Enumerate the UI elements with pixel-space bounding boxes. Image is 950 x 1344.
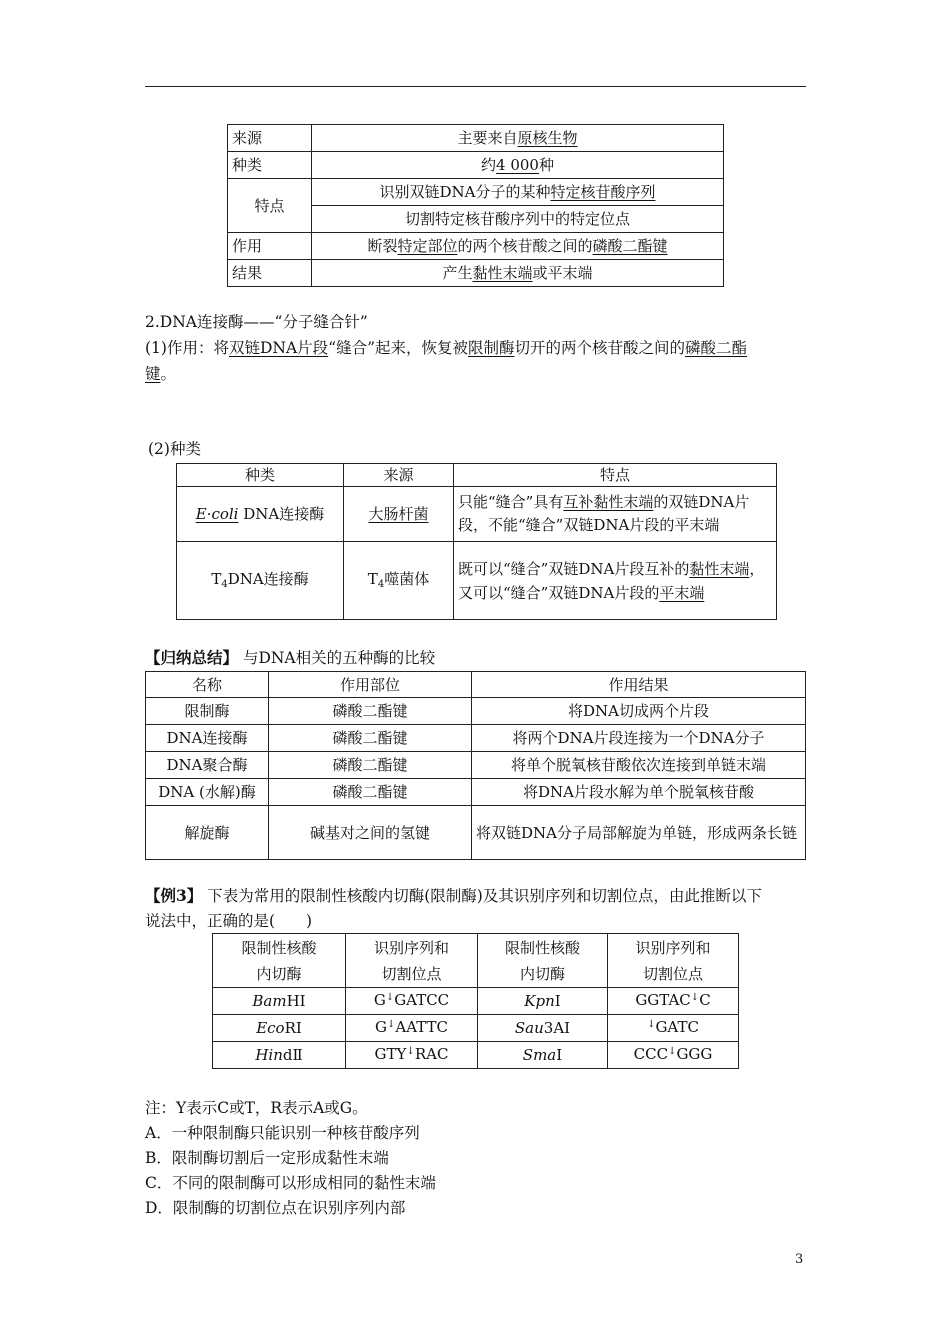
- table-row: DNA (水解)酶 磷酸二酯键 将DNA片段水解为单个脱氧核苷酸: [146, 779, 806, 806]
- option-b: B．限制酶切割后一定形成黏性末端: [145, 1149, 389, 1167]
- ligase-table: [176, 463, 777, 620]
- table-row: DNA聚合酶 磷酸二酯键 将单个脱氧核苷酸依次连接到单链末端: [146, 752, 806, 779]
- restriction-enzyme-table: [227, 124, 724, 287]
- table-row: $T_4DNA$连接酶 $T_4$噬菌体 既可以“缝合”双链DNA片段互补的黏性末端，又可以“缝合”双链DNA片段的平末端: [177, 542, 777, 620]
- paragraph-function: (1)作用：将双链DNA片段“缝合”起来，恢复被限制酶切开的两个核苷酸之间的磷酸二酯: [145, 339, 748, 357]
- table-row: 特点 识别双链DNA分子的某种特定核苷酸序列: [228, 179, 724, 206]
- table-row: EcoRⅠ G↓AATTC Sau3AⅠ ↓GATC: [213, 1015, 739, 1042]
- enzyme-comparison-table: [145, 671, 806, 860]
- page-number: 3: [795, 1252, 804, 1267]
- row-label: 来源: [228, 125, 312, 152]
- row-label: 特点: [228, 179, 312, 233]
- example-question-cont: 说法中，正确的是( ): [145, 912, 313, 930]
- table-row: BamHⅠ G↓GATCC KpnⅠ GGTAC↓C: [213, 988, 739, 1015]
- option-a: A．一种限制酶只能识别一种核苷酸序列: [145, 1124, 420, 1142]
- table-row: DNA连接酶 磷酸二酯键 将两个DNA片段连接为一个DNA分子: [146, 725, 806, 752]
- table-row: 作用 断裂特定部位的两个核苷酸之间的磷酸二酯键: [228, 233, 724, 260]
- row-label: 结果: [228, 260, 312, 287]
- restriction-site-table: [212, 933, 739, 1069]
- table-header: 名称 作用部位 作用结果: [146, 672, 806, 698]
- table-header: 限制性核酸内切酶 识别序列和切割位点 限制性核酸内切酶 识别序列和切割位点: [213, 934, 739, 988]
- table-row: E·coli DNA连接酶 大肠杆菌 只能“缝合”具有互补黏性末端的双链DNA片段，不能“缝合”双链DNA片段的平末端: [177, 487, 777, 542]
- table-row: 种类 约4 000种: [228, 152, 724, 179]
- table-row: 结果 产生黏性末端或平末端: [228, 260, 724, 287]
- summary-heading: 【归纳总结】 与DNA相关的五种酶的比较: [145, 648, 436, 667]
- table-row: HindⅡ GTY↓RAC SmaⅠ CCC↓GGG: [213, 1042, 739, 1069]
- table-row: 来源 主要来自原核生物: [228, 125, 724, 152]
- header-rule: [145, 86, 806, 87]
- row-label: 作用: [228, 233, 312, 260]
- paragraph-function-cont: 键。: [145, 365, 177, 383]
- example-question: 【例3】 下表为常用的限制性核酸内切酶(限制酶)及其识别序列和切割位点，由此推断以下: [145, 886, 762, 905]
- table-row: 解旋酶 碱基对之间的氢键 将双链DNA分子局部解旋为单链，形成两条长链: [146, 806, 806, 860]
- table-row: 限制酶 磷酸二酯键 将DNA切成两个片段: [146, 698, 806, 725]
- section-heading: 2.DNA连接酶——“分子缝合针”: [145, 313, 368, 331]
- table-row: 切割特定核苷酸序列中的特定位点: [228, 206, 724, 233]
- row-label: 种类: [228, 152, 312, 179]
- option-d: D．限制酶的切割位点在识别序列内部: [145, 1199, 406, 1217]
- paragraph-types: (2)种类: [148, 440, 201, 458]
- option-c: C．不同的限制酶可以形成相同的黏性末端: [145, 1174, 436, 1192]
- table-header: 种类 来源 特点: [177, 464, 777, 487]
- note: 注：Y表示C或T，R表示A或G。: [145, 1099, 368, 1117]
